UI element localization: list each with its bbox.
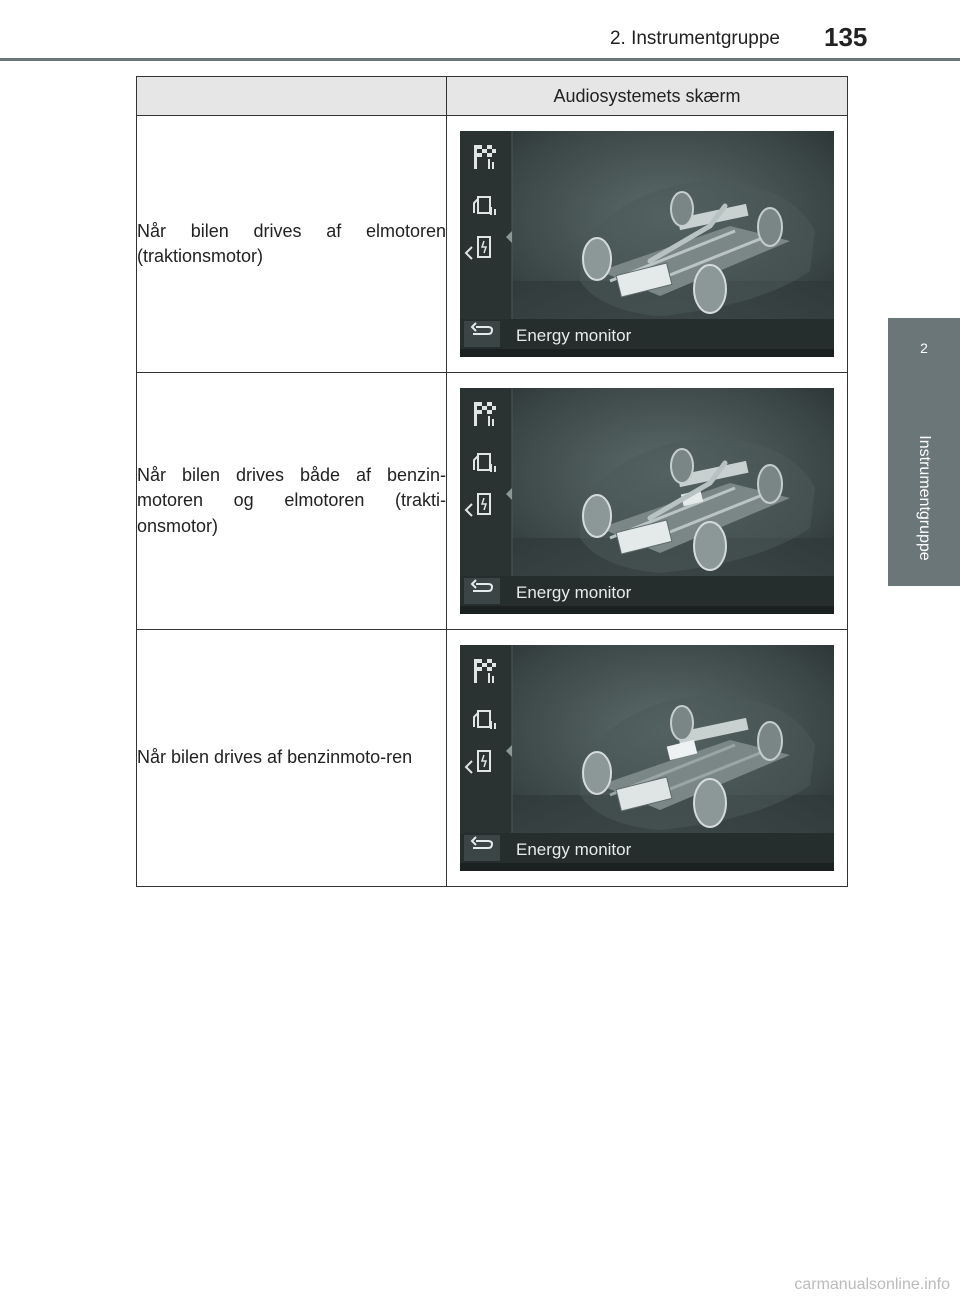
screen-title: Energy monitor	[516, 583, 632, 602]
table-header-row	[137, 77, 848, 116]
page-number: 135	[824, 22, 868, 52]
energy-monitor-screen	[460, 388, 834, 614]
drive-mode-description: Når bilen drives både af benzin-motoren og elmotoren (trakti-onsmotor)	[137, 373, 447, 630]
energy-monitor-table	[136, 76, 848, 887]
drive-mode-description: Når bilen drives af elmotoren (traktionsmotor)	[137, 116, 447, 373]
header-rule	[0, 58, 960, 61]
energy-monitor-screen	[460, 645, 834, 871]
table-row	[137, 116, 848, 373]
screen-title: Energy monitor	[516, 326, 632, 345]
screen-cell	[447, 373, 848, 630]
table-header-empty	[137, 77, 447, 116]
watermark: carmanualsonline.info	[794, 1276, 950, 1293]
table-row	[137, 373, 848, 630]
screen-title: Energy monitor	[516, 840, 632, 859]
header-title: 2. Instrumentgruppe	[609, 28, 780, 49]
screen-cell	[447, 116, 848, 373]
chapter-side-tab	[888, 318, 960, 586]
energy-monitor-screen	[460, 131, 834, 357]
chapter-number: 2	[920, 340, 928, 356]
table-header-audio-screen: Audiosystemets skærm	[447, 77, 848, 116]
drive-mode-description: Når bilen drives af benzinmoto-ren	[137, 630, 447, 887]
table-row	[137, 630, 848, 887]
screen-cell	[447, 630, 848, 887]
chapter-label: Instrumentgruppe	[916, 435, 933, 561]
